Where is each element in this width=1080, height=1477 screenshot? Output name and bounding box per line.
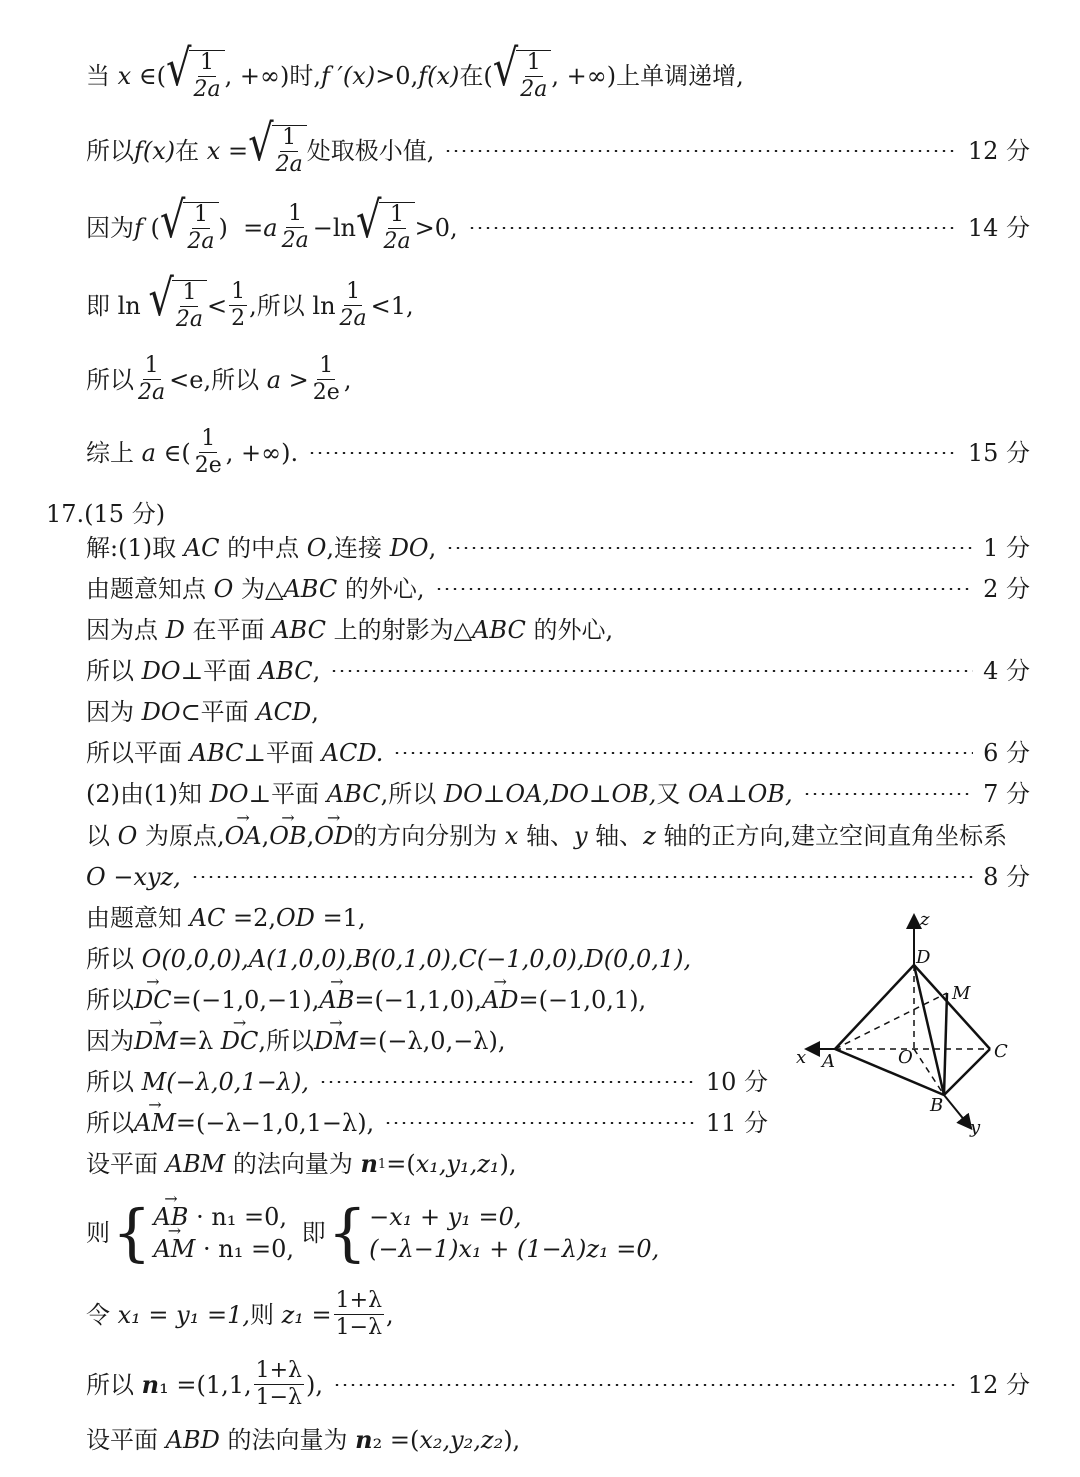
vector-od: → OD xyxy=(314,824,353,848)
left-brace: { xyxy=(112,1196,152,1269)
edge-mb xyxy=(944,993,947,1095)
score: 12 分 xyxy=(967,136,1030,165)
vector-dm: → DM xyxy=(314,1029,358,1053)
line-4: 即 ln √ $\frac{1}{2a}$ < $\frac{1}{2}$ ,所以 ln $\frac{1}{2a}$ <1, xyxy=(86,269,414,332)
line-3: 因为 f ( √ $\frac{1}{2a}$ ) = a $\frac{1}{2a}$ −ln √ $\frac{1}{2a}$ >0, 14 分 xyxy=(86,191,1030,254)
leader-dots xyxy=(435,588,974,590)
step-6: 所以平面 ABC ⊥平面 ACD. 6 分 xyxy=(86,739,1030,767)
step-7: (2)由(1)知 DO ⊥平面 ABC ,所以 DO⊥OA,DO⊥OB, 又 OA⊥OB, 7 分 xyxy=(86,780,1030,808)
line-5: 所以 $\frac{1}{2a}$ <e,所以 a > $\frac{1}{2e}$ , xyxy=(86,353,352,405)
vector-ab: → AB xyxy=(153,1205,188,1229)
step-14: 所以 M(−λ,0,1−λ), 10 分 xyxy=(86,1068,768,1096)
leader-dots xyxy=(446,547,973,549)
label-b: B xyxy=(930,1095,944,1116)
leader-dots xyxy=(384,1122,696,1124)
vector-dc: → DC xyxy=(221,1029,259,1053)
fraction: $\frac{1}{2a}$ xyxy=(281,201,309,253)
step-5: 因为 DO ⊂平面 ACD , xyxy=(86,698,319,726)
edge-db xyxy=(914,965,944,1095)
tetrahedron-figure xyxy=(790,905,1040,1145)
step-4: 所以 DO ⊥平面 ABC , 4 分 xyxy=(86,657,1030,685)
question-heading: 17.(15 分) xyxy=(46,500,166,528)
step-3: 因为点 D 在平面 ABC 上的射影为△ ABC 的外心, xyxy=(86,616,614,644)
step-1: 解:(1)取 AC 的中点 O ,连接 DO , 1 分 xyxy=(86,534,1030,562)
fraction: $\frac{1}{2a}$ xyxy=(339,279,367,331)
leader-dots xyxy=(393,752,973,754)
y-axis xyxy=(944,1095,970,1127)
score: 10 分 xyxy=(705,1068,768,1096)
fraction: $\frac{1+\lambda}{1-\lambda}$ xyxy=(335,1288,383,1340)
vector-am: → AM xyxy=(134,1111,176,1135)
fraction: $\frac{1}{2a}$ xyxy=(138,353,166,405)
step-15: 所以 → AM =(−λ−1,0,1−λ), 11 分 xyxy=(86,1111,768,1135)
score: 11 分 xyxy=(705,1109,768,1137)
step-2: 由题意知点 O 为△ ABC 的外心, 2 分 xyxy=(86,575,1030,603)
line-2: 所以 f(x) 在 x = √ $\frac{1}{2a}$ 处取极小值, 12 分 xyxy=(86,114,1030,177)
label-m: M xyxy=(952,983,971,1004)
step-17-system: 则 { → AB · n₁ =0, → AM · n₁ =0, 即 { −x₁ + y₁ =0, (−λ−1)x₁ + (1−λ)z₁ =0, xyxy=(86,1198,1030,1268)
label-z: z xyxy=(920,909,930,930)
step-16: 设平面 ABM 的法向量为 n 1 =( x₁,y₁,z₁ ), xyxy=(86,1149,517,1178)
leader-dots xyxy=(319,1081,696,1083)
score: 1 分 xyxy=(983,534,1030,562)
label-c: C xyxy=(994,1041,1008,1062)
edge-ad xyxy=(835,965,914,1049)
leader-dots xyxy=(333,1384,958,1386)
fraction: $\frac{1}{2e}$ xyxy=(312,353,340,405)
edge-dc xyxy=(914,965,990,1049)
leader-dots xyxy=(468,227,958,229)
line-1: 当 x ∈( √ $\frac{1}{2a}$ , +∞)时, f ′(x) >0, f(x) 在( √ $\frac{1}{2a}$ , +∞)上单调递增, xyxy=(86,39,744,102)
sqrt: √ $\frac{1}{2a}$ xyxy=(160,202,219,253)
vector-ob: → OB xyxy=(269,824,306,848)
vector-oa: → OA xyxy=(225,824,262,848)
edge-cb xyxy=(944,1049,990,1095)
step-9: O −xyz, 8 分 xyxy=(86,863,1030,891)
score: 6 分 xyxy=(983,739,1030,767)
step-8: 以 O 为原点, → OA , → OB , → OD 的方向分别为 x 轴、 y 轴、 z 轴的正方向,建立空间直角坐标系 xyxy=(86,824,1030,848)
line-6: 综上 a ∈( $\frac{1}{2e}$ , +∞). 15 分 xyxy=(86,426,1030,478)
step-10: 由题意知 AC =2, OD =1, xyxy=(86,904,366,932)
sqrt: √ $\frac{1}{2a}$ xyxy=(356,202,415,253)
label-o: O xyxy=(898,1047,913,1068)
vector-ab: → AB xyxy=(319,988,354,1012)
fraction: $\frac{1}{2e}$ xyxy=(194,426,222,478)
label-y: y xyxy=(970,1117,981,1138)
label-a: A xyxy=(822,1051,835,1072)
score: 4 分 xyxy=(983,657,1030,685)
vector-dm: → DM xyxy=(134,1029,178,1053)
fraction: $\frac{1}{2}$ xyxy=(231,279,246,331)
label-x: x xyxy=(796,1047,807,1068)
vector-dc: → DC xyxy=(134,988,172,1012)
leader-dots xyxy=(444,150,957,152)
equation-system-1: → AB · n₁ =0, → AM · n₁ =0, xyxy=(153,1205,294,1261)
score: 15 分 xyxy=(967,438,1030,467)
equation-system-2: −x₁ + y₁ =0, (−λ−1)x₁ + (1−λ)z₁ =0, xyxy=(369,1203,660,1263)
leader-dots xyxy=(803,793,974,795)
vector-ad: → AD xyxy=(482,988,519,1012)
step-20: 设平面 ABD 的法向量为 n ₂ =( x₂,y₂,z₂ ), xyxy=(86,1425,521,1454)
leader-dots xyxy=(330,670,973,672)
left-brace: { xyxy=(327,1196,368,1269)
vector-am: → AM xyxy=(153,1237,195,1261)
step-19: 所以 n ₁ =(1,1, $\frac{1+\lambda}{1-\lambda}$ ), 12 分 xyxy=(86,1358,1030,1410)
score: 2 分 xyxy=(983,575,1030,603)
edge-ab xyxy=(835,1049,944,1095)
leader-dots xyxy=(191,876,973,878)
sqrt-2: √ $\frac{1}{2a}$ xyxy=(493,50,552,101)
fraction: $\frac{1+\lambda}{1-\lambda}$ xyxy=(255,1358,302,1410)
label-d: D xyxy=(916,947,931,968)
score: 7 分 xyxy=(983,780,1030,808)
sqrt: √ $\frac{1}{2a}$ xyxy=(148,280,207,331)
score: 14 分 xyxy=(967,213,1030,242)
score: 12 分 xyxy=(967,1370,1030,1399)
step-18: 令 x₁ = y₁ =1, 则 z₁ = $\frac{1+\lambda}{1-\lambda}$ , xyxy=(86,1288,394,1340)
step-13: 因为 → DM =λ → DC ,所以 → DM =(−λ,0,−λ), xyxy=(86,1029,768,1053)
step-11: 所以 O(0,0,0),A(1,0,0),B(0,1,0),C(−1,0,0),D(0,0,1), xyxy=(86,945,692,973)
score: 8 分 xyxy=(983,863,1030,891)
leader-dots xyxy=(308,452,958,454)
step-12: 所以 → DC =(−1,0,−1), → AB =(−1,1,0), → AD =(−1,0,1), xyxy=(86,988,768,1012)
sqrt: √ $\frac{1}{2a}$ xyxy=(248,125,307,176)
sqrt-1: √ $\frac{1}{2a}$ xyxy=(166,50,225,101)
